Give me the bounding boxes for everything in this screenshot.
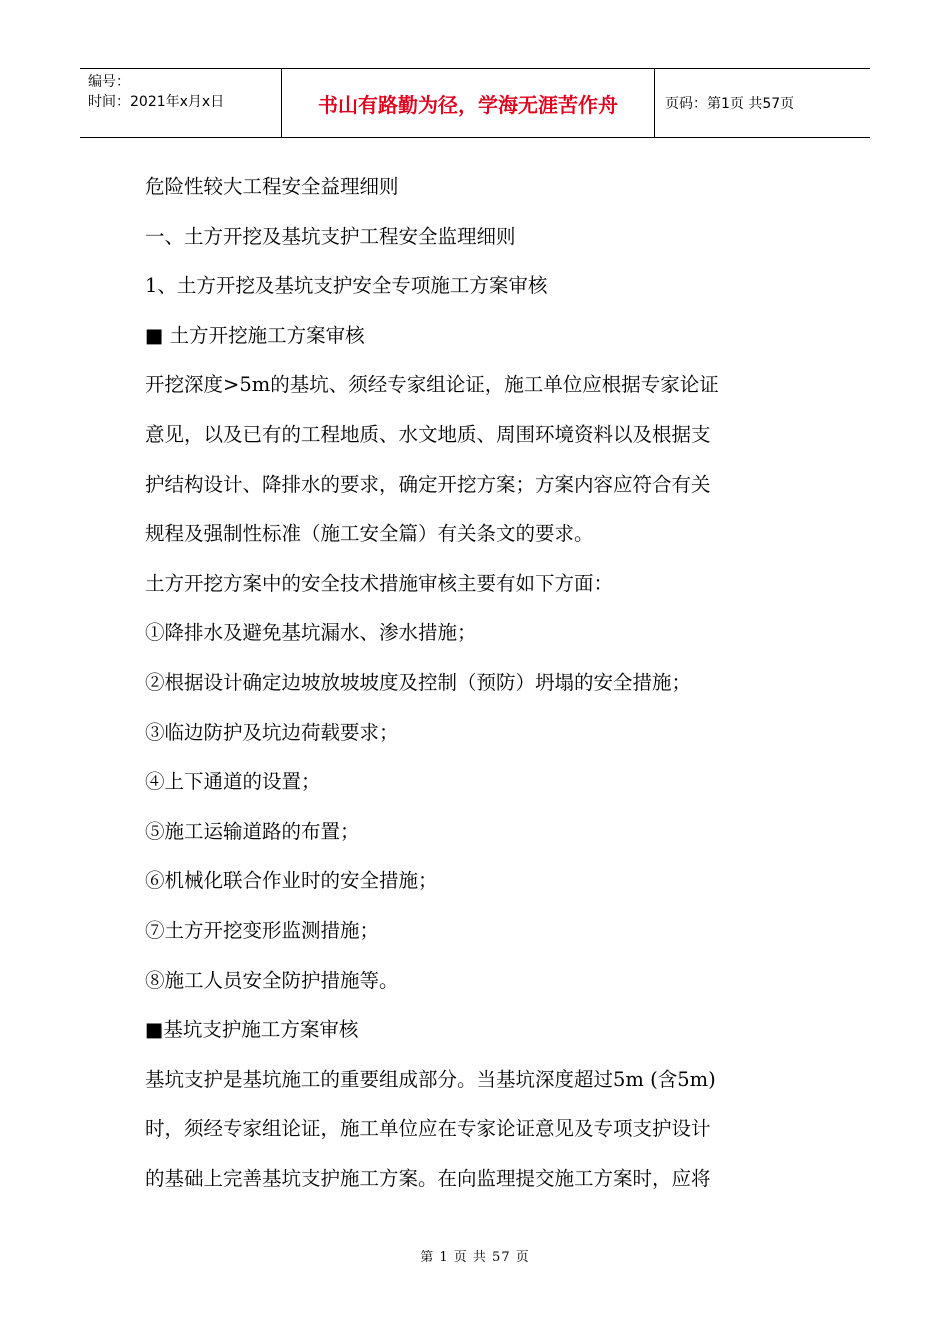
list-item: ⑥机械化联合作业时的安全措施；: [145, 869, 438, 893]
list-item: ①降排水及避免基坑漏水、渗水措施；: [145, 621, 477, 645]
paragraph-line: 基坑支护是基坑施工的重要组成部分。当基坑深度超过5m (含5m): [145, 1067, 716, 1091]
page-footer: 第 1 页 共 57 页: [420, 1250, 530, 1265]
list-item: ②根据设计确定边坡放坡坡度及控制（预防）坍塌的安全措施；: [145, 670, 692, 694]
document-body: [145, 162, 815, 1203]
paragraph-line: 土方开挖方案中的安全技术措施审核主要有如下方面：: [145, 571, 614, 595]
doc-time-label: 时间：2021年x月x日: [88, 94, 225, 110]
list-item: ⑧施工人员安全防护措施等。: [145, 968, 399, 992]
paragraph-line: 的基础上完善基坑支护施工方案。在向监理提交施工方案时，应将: [145, 1166, 711, 1190]
doc-number-label: 编号：: [88, 74, 130, 90]
list-item: ⑦土方开挖变形监测措施；: [145, 918, 380, 942]
page-header: [80, 68, 870, 138]
paragraph-line: 时，须经专家组论证，施工单位应在专家论证意见及专项支护设计: [145, 1117, 711, 1141]
doc-title: 危险性较大工程安全益理细则: [145, 175, 399, 198]
header-meta: [80, 69, 282, 137]
section-heading: 一、土方开挖及基坑支护工程安全监理细则: [145, 224, 516, 248]
list-item: ③临边防护及坑边荷载要求；: [145, 720, 399, 744]
paragraph-line: 规程及强制性标准（施工安全篇）有关条文的要求。: [145, 522, 594, 546]
subsection-heading: 1、土方开挖及基坑支护安全专项施工方案审核: [145, 274, 548, 298]
paragraph-line: 护结构设计、降排水的要求，确定开挖方案；方案内容应符合有关: [145, 472, 711, 496]
header-motto: 书山有路勤为径，学海无涯苦作舟: [282, 69, 655, 137]
bullet-heading: ■ 土方开挖施工方案审核: [145, 323, 365, 347]
bullet-heading: ■基坑支护施工方案审核: [145, 1018, 359, 1042]
paragraph-line: 开挖深度>5m的基坑、须经专家组论证，施工单位应根据专家论证: [145, 373, 719, 397]
header-page-label: 页码：第1页 共57页: [665, 96, 795, 112]
paragraph-line: 意见，以及已有的工程地质、水文地质、周围环境资料以及根据支: [145, 422, 711, 446]
list-item: ⑤施工运输道路的布置；: [145, 819, 360, 843]
list-item: ④上下通道的设置；: [145, 770, 321, 794]
